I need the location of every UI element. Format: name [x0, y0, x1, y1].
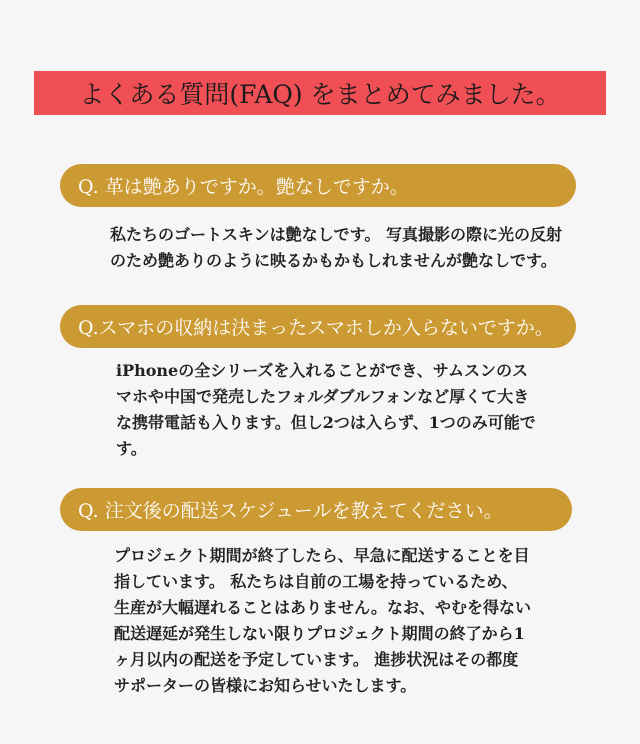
question-text: Q.スマホの収納は決まったスマホしか入らないですか。	[78, 317, 554, 339]
faq-answer-2	[116, 358, 536, 462]
faq-answer-3	[114, 543, 531, 699]
faq-question-1	[60, 164, 576, 207]
faq-question-3	[60, 488, 572, 531]
faq-answer-1	[110, 222, 562, 274]
answer-line: 指しています。 私たちは自前の工場を持っているため、	[114, 572, 518, 591]
faq-title-banner	[34, 71, 606, 115]
question-text: Q. 注文後の配送スケジュールを教えてください。	[78, 500, 503, 522]
question-text: Q. 革は艶ありですか。艶なしですか。	[78, 176, 409, 198]
answer-line: のため艶ありのように映るかもかもしれませんが艶なしです。	[110, 251, 557, 270]
answer-line: 配送遅延が発生しない限りプロジェクト期間の終了から1	[114, 624, 525, 643]
page-title: よくある質問(FAQ) をまとめてみました。	[79, 80, 561, 109]
answer-line: ヶ月以内の配送を予定しています。 進捗状況はその都度	[114, 650, 519, 669]
faq-question-2	[60, 305, 576, 348]
answer-line: 私たちのゴートスキンは艶なしです。 写真撮影の際に光の反射	[110, 225, 562, 244]
answer-line: iPhoneの全シリーズを入れることができ、サムスンのス	[116, 361, 528, 380]
answer-line: な携帯電話も入ります。但し2つは入らず、1つのみ可能で	[116, 413, 536, 432]
answer-line: す。	[116, 439, 147, 458]
answer-line: プロジェクト期間が終了したら、早急に配送することを目	[114, 546, 530, 565]
answer-line: サポーターの皆様にお知らせいたします。	[114, 676, 417, 695]
answer-line: 生産が大幅遅れることはありません。なお、やむを得ない	[114, 598, 531, 617]
answer-line: マホや中国で発売したフォルダブルフォンなど厚くて大き	[116, 387, 530, 406]
